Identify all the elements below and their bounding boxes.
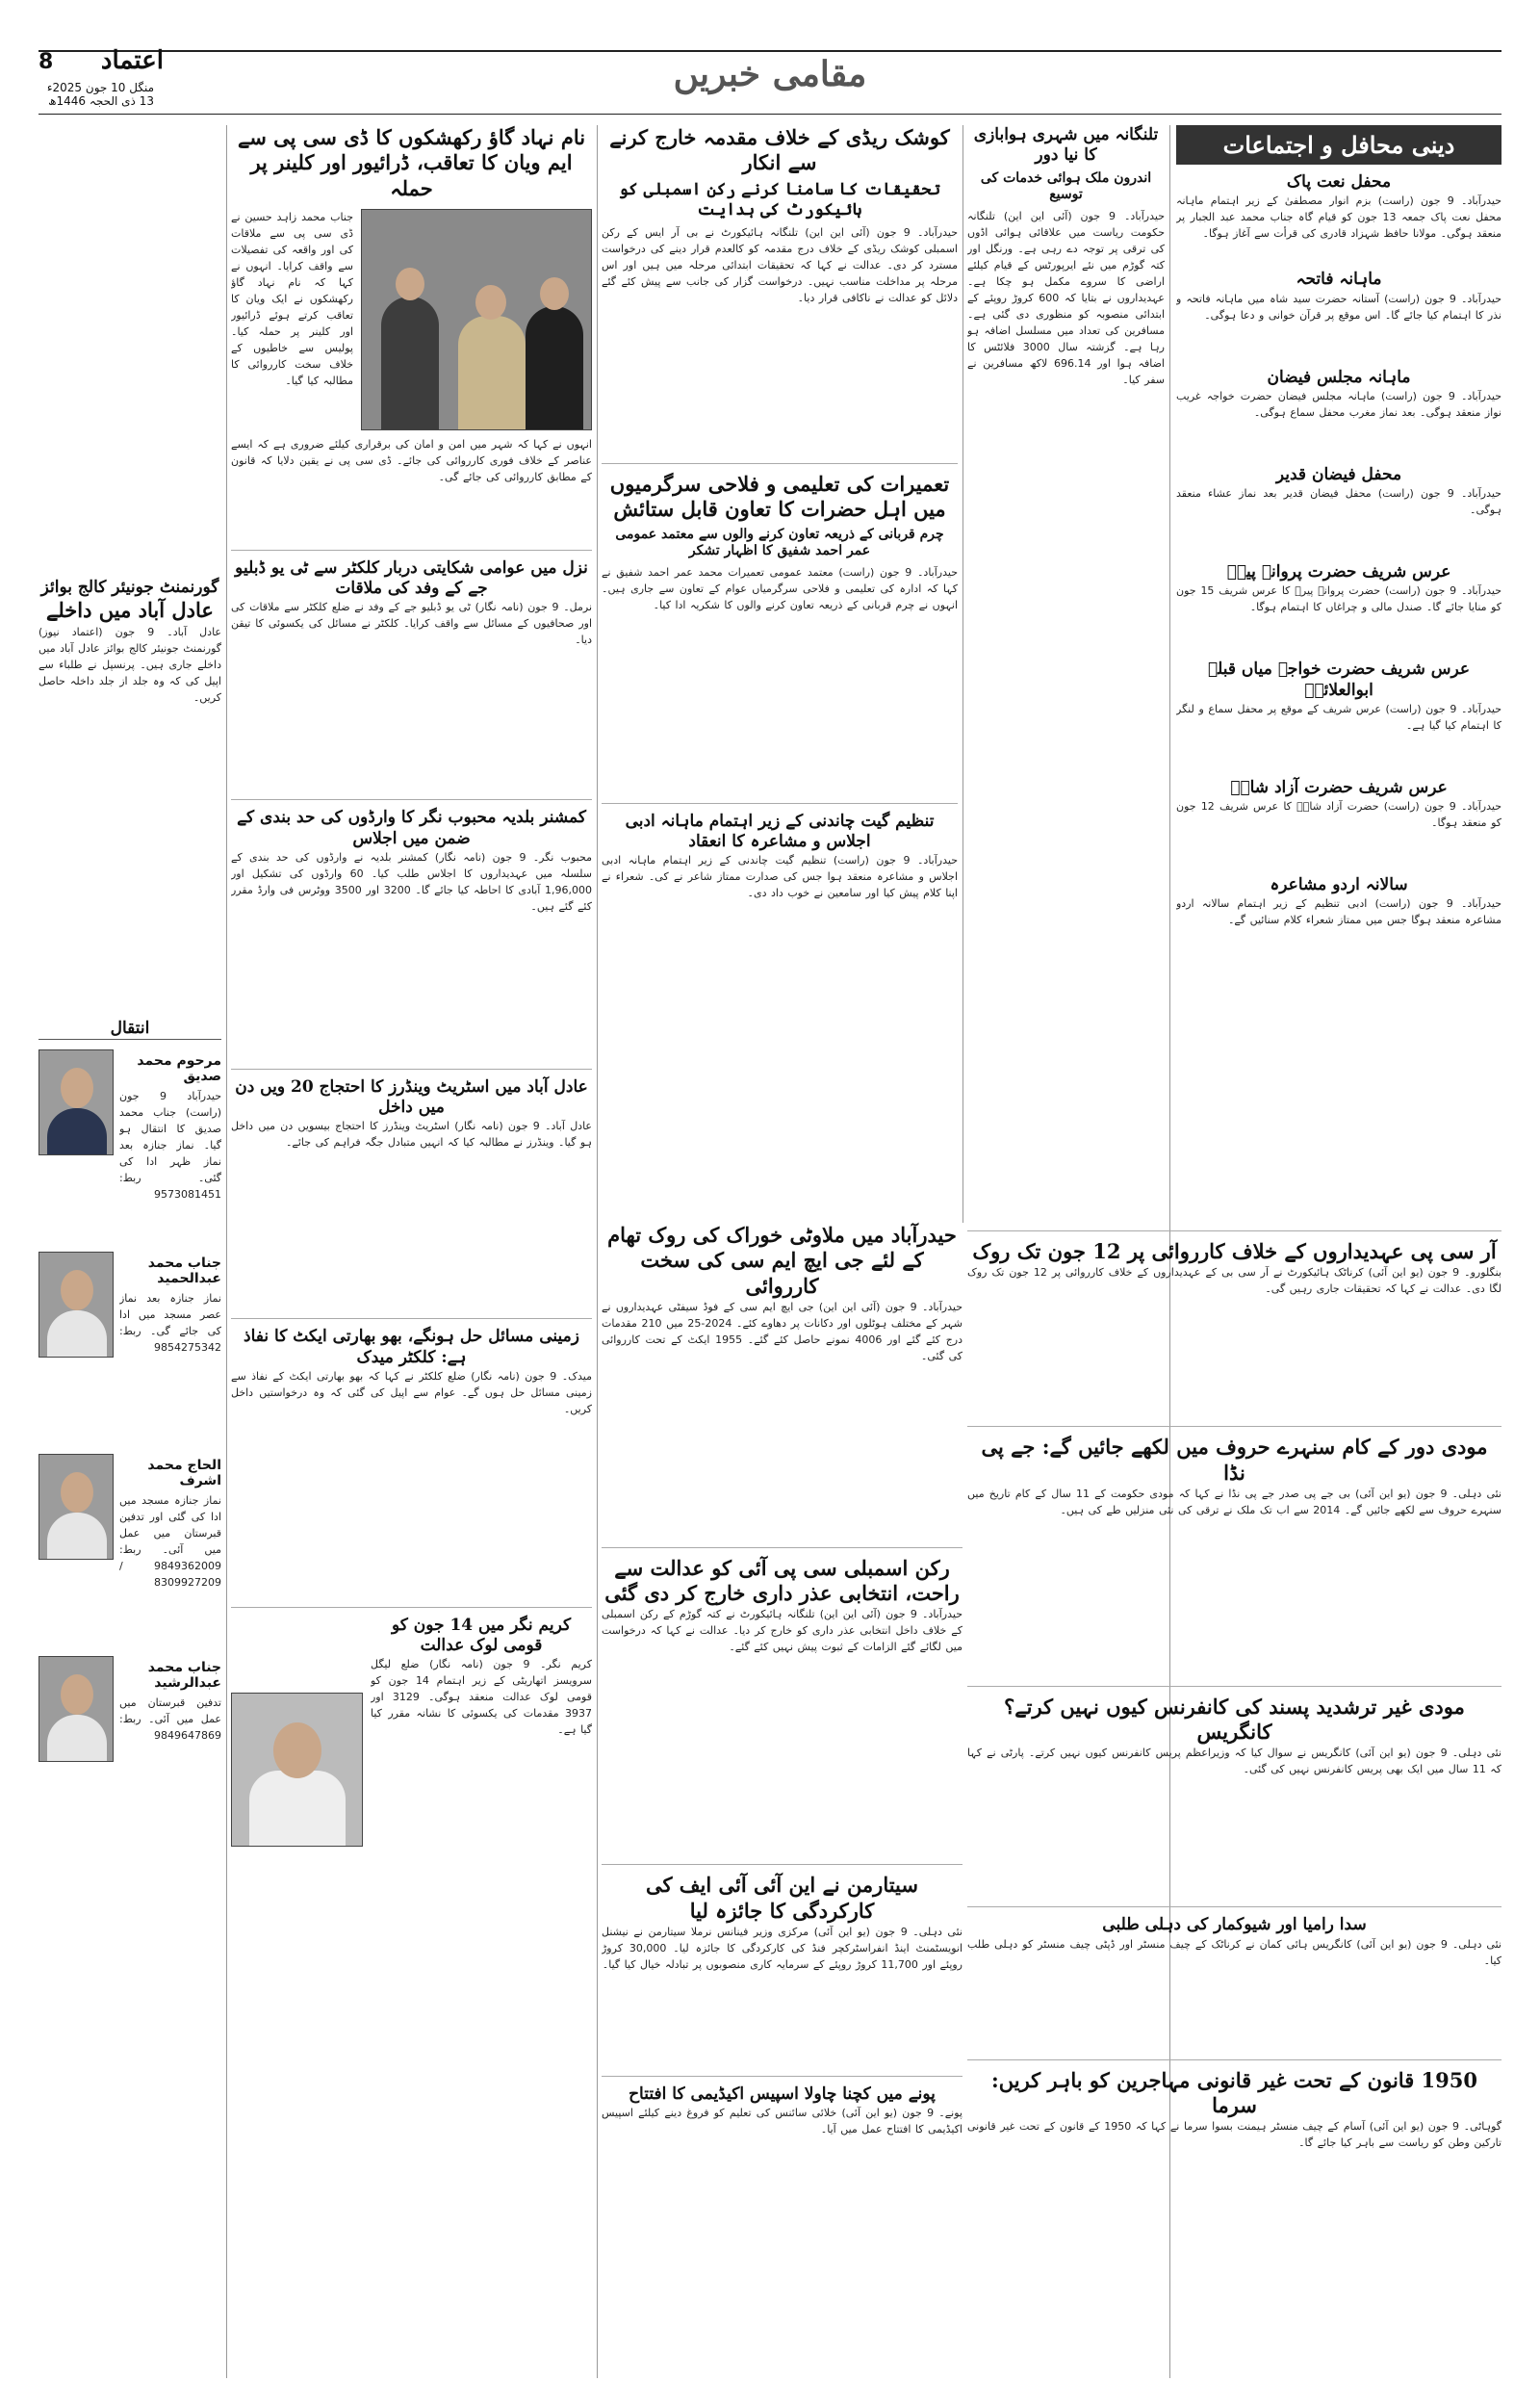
religious-item-title: عرس شریف حضرت آزاد شاہؒ [1230, 777, 1448, 797]
obituary-entry [38, 1454, 221, 1646]
divider [602, 2076, 962, 2077]
modi-headline: مودی دور کے کام سنہرے حروف میں لکھے جائیں گے: جے پی نڈا [981, 1435, 1488, 1485]
page-number: 8 [38, 50, 54, 74]
law-headline: 1950 قانون کے تحت غیر قانونی مہاجرین کو باہر کریں: سرما [990, 2067, 1477, 2117]
person-figure [47, 1715, 107, 1762]
karimnagar-text: محبوب نگر۔ 9 جون (نامہ نگار) کمشنر بلدیہ نے وارڈوں کی حد بندی کے سلسلہ میں عہدیداروں کا اجلاس طلب کیا۔ 60 وارڈوں کی تشکیل اور 1,96,000 آبادی کا احاطہ کیا جائے گا۔ 3200 اور 3500 ووٹرس فی وارڈ مقرر کئے گئے ہیں۔ [231, 850, 592, 913]
lead-text: حیدرآباد۔ 9 جون (آئی این این) تلنگانہ ہائیکورٹ نے بی آر ایس کے رکن اسمبلی کوشک ریڈی کے خلاف درج مقدمہ کو کالعدم قرار دینے کی درخواست مسترد کر دی۔ عدالت نے کہا کہ تحقیقات ابتدائی مرحلہ میں ہیں اور اس مرحلہ پر مداخلت مناسب نہیں۔ درخواست گزار کی جانب سے پیش کئے گئے دلائل کو عدالت نے ناکافی قرار دیا۔ [602, 226, 958, 304]
obituary-text: تدفین قبرستان میں عمل میں آئی۔ ربط: 9849647869 [119, 1695, 221, 1742]
obituary-text-block [119, 1252, 221, 1444]
divider [602, 803, 958, 804]
sadar-text: نئی دہلی۔ 9 جون (یو این آئی) کانگریس ہائی کمان نے کرناٹک کے چیف منسٹر اور ڈپٹی چیف منسٹر کو دہلی طلب کیا۔ [967, 1937, 1502, 1967]
person-face [61, 1068, 93, 1108]
school-title: گورنمنٹ جونیئر کالج بوائز [40, 578, 219, 597]
nizamabad-headline: نزل میں عوامی شکایتی دربار کلکٹر سے ٹی یو ڈبلیو جے کے وفد کی ملاقات [235, 557, 588, 598]
dateline [38, 81, 154, 108]
religious-item [1176, 778, 1502, 867]
food-text: حیدرآباد۔ 9 جون (آئی این این) جی ایچ ایم سی کے فوڈ سیفٹی عہدیداروں نے شہر کے مختلف ہوٹلوں اور دکانات پر دھاوے کئے۔ 2024-25 میں 210 مقدمات درج کئے گئے اور 4006 نمونے حاصل کئے گئے۔ 1955 ایکٹ کے تحت کارروائی کی گئی۔ [602, 1300, 962, 1362]
obituary-name: مرحوم محمد صدیق [137, 1052, 221, 1084]
obituary-photo [231, 1693, 363, 1847]
obituary-portrait [38, 1656, 114, 1762]
officer-face [475, 285, 506, 320]
religious-item-text: حیدرآباد۔ 9 جون (راست) حضرت آزاد شاہؒ کا عرس شریف 12 جون کو منعقد ہوگا۔ [1176, 800, 1502, 829]
religious-column [1176, 125, 1502, 965]
cong-headline: مودی غیر ترشدید پسند کی کانفرنس کیوں نہیں کرتے؟ کانگریس [1004, 1694, 1465, 1744]
pune-headline: پونے میں کچنا چاولا اسپیس اکیڈیمی کا افتتاح [629, 2083, 936, 2104]
masthead-bottom-rule [38, 114, 1502, 115]
person-face [540, 277, 569, 310]
right-lower-news [967, 1223, 1502, 2291]
religious-item [1176, 660, 1502, 770]
divider [967, 1426, 1502, 1427]
karimnagar-headline: کمشنر بلدیہ محبوب نگر کا وارڈوں کی حد بندی کے ضمن میں اجلاس [237, 808, 586, 848]
obituary-text-block [119, 1656, 221, 1849]
divider [602, 1547, 962, 1548]
obituary-text-block [119, 1049, 221, 1242]
person-figure [526, 306, 583, 430]
obituary-column [38, 125, 221, 1849]
obituary-name: جناب محمد عبدالرشید [147, 1659, 221, 1691]
religious-item-text: حیدرآباد۔ 9 جون (راست) محفل فیضان قدیر بعد نماز عشاء منعقد ہوگی۔ [1176, 487, 1502, 516]
rc-text: بنگلورو۔ 9 جون (یو این آئی) کرناٹک ہائیکورٹ نے آر سی بی کے عہدیداروں کے خلاف کارروائی پر 12 جون تک روک لگا دی۔ عدالت نے کہا کہ تحقیقات جاری رہیں گی۔ [967, 1266, 1502, 1296]
edu-headline: تعمیرات کی تعلیمی و فلاحی سرگرمیوں میں اہل حضرات کا تعاون قابل ستائش [609, 472, 950, 522]
mushaira-headline: تنظیم گیت چاندنی کے زیر اہتمام ماہانہ ادبی اجلاس و مشاعرہ کا انعقاد [625, 811, 935, 851]
religious-item-title: عرس شریف حضرت خواجہ میاں قبلہ ابوالعلائیؒ [1207, 660, 1471, 700]
person-figure [47, 1310, 107, 1358]
modi-text: نئی دہلی۔ 9 جون (یو این آئی) بی جے پی صدر جے پی نڈا نے کہا کہ مودی حکومت کے 11 سال کے کام تاریخ میں سنہرے حروف سے لکھے جائیں گے۔ 2014 سے اب تک ملک نے ترقی کی نئی منزلیں طے کی ہیں۔ [967, 1487, 1502, 1516]
religious-item-text: حیدرآباد۔ 9 جون (راست) حضرت پروانہ پیرؒ کا عرس شریف 15 جون کو منایا جائے گا۔ صندل مالی و چراغاں کا اہتمام ہوگا۔ [1176, 584, 1502, 614]
karim-headline: کریم نگر میں 14 جون کو قومی لوک عدالت [391, 1615, 572, 1655]
medak-text: میدک۔ 9 جون (نامہ نگار) ضلع کلکٹر نے کہا کہ بھو بھارتی ایکٹ کے نفاذ سے زمینی مسائل حل ہوں گے۔ عوام سے اپیل کی گئی کہ وہ درخواستیں داخل کریں۔ [231, 1369, 592, 1415]
lead-subhead: تحقیقات کا سامنا کرنے رکن اسمبلی کو ہائیکورٹ کی ہدایت [618, 179, 941, 220]
column-rule [226, 125, 227, 2378]
section-title: مقامی خبریں [673, 54, 867, 94]
school-headline: عادل آباد میں داخلے [46, 598, 214, 623]
center-column [602, 125, 958, 1025]
religious-item [1176, 368, 1502, 457]
religious-item-text: حیدرآباد۔ 9 جون (راست) بزم انوار مصطفیٰ کے زیر اہتمام ماہانہ محفل نعت پاک جمعہ 13 جون کو قیام گاہ جناب محمد عبد الجبار پر منعقد ہوگی۔ مولانا حافظ شہزاد قادری کی قرأت سے آغاز ہوگا۔ [1176, 194, 1502, 241]
divider [967, 1230, 1502, 1231]
person-face [61, 1270, 93, 1310]
divider [231, 550, 592, 551]
divider [231, 1069, 592, 1070]
religious-item-text: حیدرآباد۔ 9 جون (راست) عرس شریف کے موقع پر محفل سماع و لنگر کا اہتمام کیا گیا ہے۔ [1176, 702, 1502, 732]
divider [602, 1864, 962, 1865]
obituary-text: نماز جنازہ مسجد میں ادا کی گئی اور تدفین قبرستان میں عمل میں آئی۔ ربط: 9849362009 / 8309927209 [119, 1493, 221, 1589]
main-text-top: جناب محمد زاہد حسین نے ڈی سی پی سے ملاقات کی اور واقعہ کی تفصیلات سے واقف کرایا۔ انہوں نے کہا کہ نام نہاد گاؤ رکھشکوں نے ایک ویان کا تعاقب کرتے ہوئے ڈرائیور اور کلینر پر حملہ کیا۔ پولیس سے خاطیوں کے خلاف سخت کارروائی کا مطالبہ کیا گیا۔ [231, 210, 353, 387]
air-subhead: اندرون ملک ہوائی خدمات کی توسیع [980, 169, 1152, 202]
sitaraman-text: نئی دہلی۔ 9 جون (یو این آئی) مرکزی وزیر فینانس نرملا سیتارمن نے نیشنل انویسٹمنٹ اینڈ انفراسٹرکچر فنڈ کی کارکردگی کا جائزہ لیا۔ 30,000 کروڑ روپئے اور 11,700 کروڑ روپئے کے سرمایہ کاری منصوبوں پر تبادلہ خیال کیا گیا۔ [602, 1925, 962, 1971]
obituary-name: جناب محمد عبدالحمید [147, 1255, 221, 1286]
person-face [273, 1722, 321, 1778]
nizamabad-text: نرمل۔ 9 جون (نامہ نگار) ٹی یو ڈبلیو جے کے وفد نے ضلع کلکٹر سے ملاقات کی اور صحافیوں کے مسائل سے واقف کرایا۔ کلکٹر نے مسائل کی یکسوئی کا تیقن دیا۔ [231, 601, 592, 647]
officer-figure [458, 316, 526, 430]
obituary-portrait [38, 1454, 114, 1560]
obituary-entry [38, 1656, 221, 1849]
air-news-column [967, 125, 1165, 1200]
obituary-entry [38, 1252, 221, 1444]
main-headline: نام نہاد گاؤ رکھشکوں کا ڈی سی پی سے ایم ویان کا تعاقب، ڈرائیور اور کلینر پر حملہ [237, 125, 586, 200]
sitaraman-headline: سیتارمن نے این آئی آئی ایف کی کارکردگی کا جائزہ لیا [645, 1873, 918, 1923]
meeting-photo [361, 209, 592, 430]
religious-banner: دینی محافل و اجتماعات [1176, 125, 1502, 165]
rc-headline: آر سی پی عہدیداروں کے خلاف کارروائی پر 12 جون تک روک [972, 1239, 1497, 1263]
divider [602, 463, 958, 464]
religious-item [1176, 465, 1502, 555]
person-face [396, 268, 424, 300]
obituary-text: نماز جنازہ بعد نماز عصر مسجد میں ادا کی جائے گی۔ ربط: 9854275342 [119, 1291, 221, 1354]
karim-text: کریم نگر۔ 9 جون (نامہ نگار) ضلع لیگل سرویسز اتھاریٹی کے زیر اہتمام 14 جون کو قومی لوک عدالت منعقد ہوگی۔ 3129 اور 3937 مقدمات کی یکسوئی کا نشانہ مقرر کیا گیا ہے۔ [371, 1658, 592, 1737]
religious-item-text: حیدرآباد۔ 9 جون (راست) آستانہ حضرت سید شاہ میں ماہانہ فاتحہ و نذر کا اہتمام کیا جائے گا۔ اس موقع پر قرآن خوانی و دعا ہوگی۔ [1176, 292, 1502, 322]
obituary-banner: انتقال [38, 1019, 221, 1040]
main-text-bottom: انہوں نے کہا کہ شہر میں امن و امان کی برقراری کیلئے ضروری ہے کہ ایسے عناصر کے خلاف فوری کارروائی کی جائے۔ ڈی سی پی نے یقین دلایا کہ قانون کے مطابق کارروائی کی جائے گی۔ [231, 437, 592, 483]
person-figure [47, 1513, 107, 1560]
karim-block [231, 1616, 592, 1898]
karim-article [371, 1616, 592, 1898]
lead-headline: کوشک ریڈی کے خلاف مقدمہ خارج کرنے سے انکار [609, 125, 950, 175]
main-column [231, 125, 592, 1897]
person-figure [47, 1108, 107, 1155]
obituary-name: الحاج محمد اشرف [147, 1457, 221, 1488]
obituaries [38, 1049, 221, 1849]
obituary-portrait [38, 1252, 114, 1358]
divider [967, 2059, 1502, 2060]
obituary-entry [38, 1049, 221, 1242]
masthead-top-rule [38, 50, 1502, 52]
religious-item-text: حیدرآباد۔ 9 جون (راست) ماہانہ مجلس فیضان حضرت خواجہ غریب نواز منعقد ہوگی۔ بعد نماز مغرب محفل سماع ہوگی۔ [1176, 389, 1502, 419]
religious-item [1176, 270, 1502, 359]
obituary-text: حیدرآباد 9 جون (راست) جناب محمد صدیق کا انتقال ہو گیا۔ نماز جنازہ بعد نماز ظہر ادا کی گئی۔ ربط: 9573081451 [119, 1089, 221, 1201]
religious-item-text: حیدرآباد۔ 9 جون (راست) ادبی تنظیم کے زیر اہتمام سالانہ اردو مشاعرہ منعقد ہوگا جس میں ممتاز شعراء کلام سنائیں گے۔ [1176, 897, 1502, 927]
air-text: حیدرآباد۔ 9 جون (آئی این این) تلنگانہ حکومت ریاست میں علاقائی ہوائی اڈوں کی ترقی پر توجہ دے رہی ہے۔ ورنگل اور کتہ گوڑم میں نئے ایرپورٹس کے قیام کیلئے اراضی کا سروے مکمل ہو چکا ہے۔ عہدیداروں نے بتایا کہ 600 کروڑ روپئے کے ابتدائی منصوبہ کو منظوری دی گئی ہے۔ مسافرین کی تعداد میں مسلسل اضافہ ہو رہا ہے۔ گزشتہ سال 3000 فلائٹس کا اضافہ ہوا اور 696.14 لاکھ مسافرین نے سفر کیا۔ [967, 209, 1165, 386]
religious-item [1176, 562, 1502, 652]
religious-item [1176, 875, 1502, 965]
divider [967, 1686, 1502, 1687]
religious-item-title: محفل فیضان قدیر [1275, 464, 1402, 484]
center-lower [602, 1223, 962, 2211]
mushaira-text: حیدرآباد۔ 9 جون (راست) تنظیم گیت چاندنی کے زیر اہتمام ماہانہ ادبی اجلاس و مشاعرہ منعقد ہوا جس کی صدارت ممتاز شاعر نے کی۔ شعراء نے اپنا کلام پیش کیا اور سامعین نے خوب داد دی۔ [602, 854, 958, 899]
column-rule [962, 125, 963, 1223]
religious-item [1176, 172, 1502, 262]
cong-text: نئی دہلی۔ 9 جون (یو این آئی) کانگریس نے سوال کیا کہ وزیراعظم پریس کانفرنس کیوں نہیں کرتے۔ پارٹی نے کہا کہ 11 سال میں ایک بھی پریس کانفرنس نہیں کی گئی۔ [967, 1747, 1502, 1776]
date-gregorian: منگل 10 جون 2025ء [46, 81, 154, 94]
adilabad-headline: عادل آباد میں اسٹریٹ وینڈرز کا احتجاج 20 ویں دن میں داخل [235, 1076, 588, 1117]
rkn-text: حیدرآباد۔ 9 جون (آئی این این) تلنگانہ ہائیکورٹ نے کتہ گوڑم کے رکن اسمبلی کے خلاف داخل انتخابی عذر داری کو خارج کر دیا۔ عدالت نے کہا کہ درخواست میں لگائے گئے الزامات کے ثبوت پیش نہیں کئے گئے۔ [602, 1608, 962, 1654]
divider [231, 1607, 592, 1608]
obituary-portrait [38, 1049, 114, 1155]
person-face [61, 1472, 93, 1513]
date-hijri: 13 ذی الحجہ 1446ھ [48, 94, 154, 108]
column-rule [597, 125, 598, 2378]
adilabad-text: عادل آباد۔ 9 جون (نامہ نگار) اسٹریٹ وینڈرز کا احتجاج بیسویں دن میں داخل ہو گیا۔ وینڈرز نے مطالبہ کیا کہ انہیں متبادل جگہ فراہم کی جائے۔ [231, 1120, 592, 1150]
religious-item-title: ماہانہ فاتحہ [1296, 270, 1382, 290]
pune-text: پونے۔ 9 جون (یو این آئی) خلائی سائنس کی تعلیم کو فروغ دینے کیلئے اسپیس اکیڈیمی کا افتتاح عمل میں آیا۔ [602, 2107, 962, 2135]
divider [231, 799, 592, 800]
person-face [61, 1674, 93, 1715]
air-headline: تلنگانہ میں شہری ہوابازی کا نیا دور [973, 125, 1159, 166]
person-figure [381, 297, 439, 430]
main-photo-row [231, 209, 592, 430]
divider [231, 1318, 592, 1319]
law-text: گوہاٹی۔ 9 جون (یو این آئی) آسام کے چیف منسٹر ہیمنت بسوا سرما نے کہا کہ 1950 کے قانون کے تحت غیر قانونی تارکین وطن کو ریاست سے باہر کیا جائے گا۔ [967, 2120, 1502, 2149]
divider [967, 1906, 1502, 1907]
edu-text: حیدرآباد۔ 9 جون (راست) معتمد عمومی تعمیرات محمد عمر احمد شفیق نے کہا کہ ادارہ کی تعلیمی و فلاحی سرگرمیاں عوام کے تعاون سے جاری ہیں۔ انہوں نے چرم قربانی کے ذریعہ تعاون کرنے والوں کا شکریہ ادا کیا۔ [602, 565, 958, 611]
rkn-headline: رکن اسمبلی سی پی آئی کو عدالت سے راحت، انتخابی عذر داری خارج کر دی گئی [604, 1555, 960, 1605]
religious-item-title: عرس شریف حضرت پروانہ پیرؒ [1226, 562, 1451, 582]
school-text: عادل آباد۔ 9 جون (اعتماد نیوز) گورنمنٹ جونیئر کالج بوائز عادل آباد میں داخلے جاری ہیں۔ پرنسپل نے طلباء سے اپیل کی کہ وہ جلد از جلد داخلہ حاصل کریں۔ [38, 625, 221, 704]
religious-item-title: محفل نعت پاک [1286, 172, 1392, 192]
obituary-text-block [119, 1454, 221, 1646]
sadar-headline: سدا رامیا اور شیوکمار کی دہلی طلبی [1102, 1915, 1367, 1935]
religious-item-title: ماہانہ مجلس فیضان [1267, 367, 1411, 387]
medak-headline: زمینی مسائل حل ہونگے، بھو بھارتی ایکٹ کا نفاذ ہے: کلکٹر میدک [244, 1327, 579, 1367]
person-figure [249, 1771, 346, 1847]
religious-items [1176, 172, 1502, 965]
religious-item-title: سالانہ اردو مشاعرہ [1270, 875, 1408, 894]
food-headline: حیدرآباد میں ملاوٹی خوراک کی روک تھام کے لئے جی ایچ ایم سی کی سخت کارروائی [607, 1223, 957, 1298]
paper-name: اعتماد [100, 46, 164, 75]
edu-subhead: چرم قربانی کے ذریعہ تعاون کرنے والوں سے معتمد عمومی عمر احمد شفیق کا اظہار تشکر [615, 526, 944, 558]
